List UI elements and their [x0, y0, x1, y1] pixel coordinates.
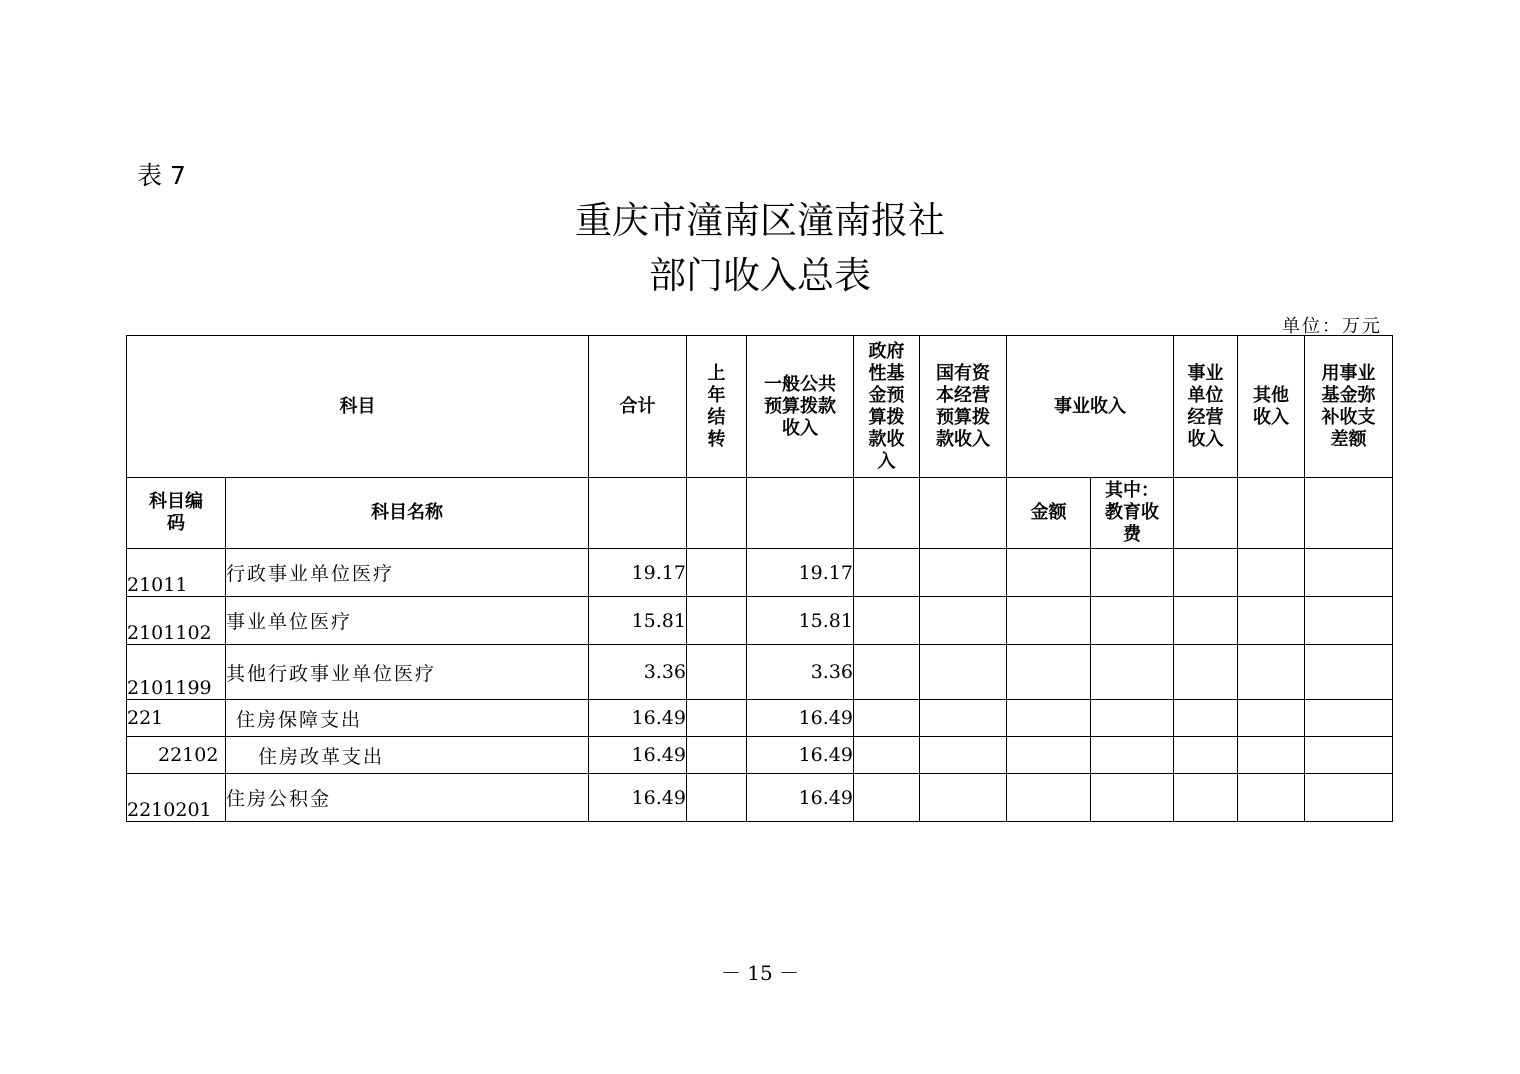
- empty-cell: [1305, 645, 1393, 700]
- empty-cell: [687, 737, 747, 774]
- row-total: 16.49: [589, 700, 687, 737]
- empty-cell: [1007, 597, 1091, 645]
- empty-cell: [1007, 645, 1091, 700]
- empty-cell: [920, 774, 1007, 822]
- empty-cell: [1007, 737, 1091, 774]
- row-total: 3.36: [589, 645, 687, 700]
- empty-cell: [854, 737, 920, 774]
- row-general: 15.81: [747, 597, 854, 645]
- header-operating-income: [1174, 336, 1238, 478]
- header-general-budget: [747, 336, 854, 478]
- header-row-1: [127, 336, 1393, 478]
- empty-cell: [1007, 700, 1091, 737]
- header-empty-state-capital: [920, 478, 1007, 549]
- table-row: [127, 700, 1393, 737]
- row-name: 事业单位医疗: [226, 597, 589, 645]
- header-business-income: 事业收入: [1007, 336, 1174, 478]
- row-code: 2101199: [127, 645, 226, 700]
- row-total: 15.81: [589, 597, 687, 645]
- header-amount: 金额: [1007, 478, 1091, 549]
- row-total: 16.49: [589, 774, 687, 822]
- empty-cell: [1305, 737, 1393, 774]
- empty-cell: [687, 774, 747, 822]
- empty-cell: [1091, 700, 1174, 737]
- header-row-2: [127, 478, 1393, 549]
- header-state-capital: [920, 336, 1007, 478]
- row-general: 16.49: [747, 737, 854, 774]
- empty-cell: [920, 597, 1007, 645]
- header-education-fee-text: 其中：教育收费: [1105, 480, 1159, 545]
- empty-cell: [1091, 549, 1174, 597]
- header-fund-balance: [1305, 336, 1393, 478]
- empty-cell: [1174, 645, 1238, 700]
- empty-cell: [1305, 700, 1393, 737]
- empty-cell: [1007, 549, 1091, 597]
- header-subject: 科目: [127, 336, 589, 478]
- row-general: 19.17: [747, 549, 854, 597]
- empty-cell: [854, 597, 920, 645]
- empty-cell: [920, 549, 1007, 597]
- unit-label: 单位：万元: [1282, 316, 1382, 337]
- row-general: 3.36: [747, 645, 854, 700]
- row-total: 19.17: [589, 549, 687, 597]
- row-name: 住房保障支出: [226, 700, 589, 737]
- header-gov-fund-text: 政府性基金预算拨款收入: [868, 340, 905, 472]
- empty-cell: [854, 645, 920, 700]
- table-row: [127, 737, 1393, 774]
- row-name: 住房公积金: [226, 774, 589, 822]
- empty-cell: [854, 700, 920, 737]
- header-education-fee: [1091, 478, 1174, 549]
- empty-cell: [1305, 597, 1393, 645]
- empty-cell: [1174, 549, 1238, 597]
- table-row: [127, 597, 1393, 645]
- empty-cell: [1091, 645, 1174, 700]
- row-general: 16.49: [747, 774, 854, 822]
- header-carryover-text: 上年结转: [707, 362, 726, 450]
- empty-cell: [1238, 549, 1305, 597]
- header-empty-fund: [1305, 478, 1393, 549]
- header-subject-code-text: 科目编码: [149, 491, 203, 534]
- empty-cell: [687, 700, 747, 737]
- row-name: 住房改革支出: [226, 737, 589, 774]
- empty-cell: [1174, 774, 1238, 822]
- header-gov-fund: [854, 336, 920, 478]
- row-code: 22102: [127, 737, 226, 774]
- empty-cell: [1238, 700, 1305, 737]
- header-other-income: [1238, 336, 1305, 478]
- header-empty-gov-fund: [854, 478, 920, 549]
- empty-cell: [1305, 774, 1393, 822]
- empty-cell: [1238, 737, 1305, 774]
- header-general-budget-text: 一般公共预算拨款收入: [764, 373, 836, 439]
- header-empty-carryover: [687, 478, 747, 549]
- row-name: 行政事业单位医疗: [226, 549, 589, 597]
- header-fund-balance-text: 用事业基金弥补收支差额: [1321, 362, 1376, 450]
- row-total: 16.49: [589, 737, 687, 774]
- empty-cell: [1174, 597, 1238, 645]
- empty-cell: [687, 597, 747, 645]
- empty-cell: [1091, 737, 1174, 774]
- empty-cell: [687, 645, 747, 700]
- row-code: 2210201: [127, 774, 226, 822]
- table-row: [127, 774, 1393, 822]
- empty-cell: [1091, 597, 1174, 645]
- page-subtitle: 部门收入总表: [649, 254, 871, 297]
- header-state-capital-text: 国有资本经营预算拨款收入: [936, 362, 990, 450]
- row-code: 21011: [127, 549, 226, 597]
- table-label: 表 7: [137, 161, 186, 190]
- header-other-income-text: 其他收入: [1252, 384, 1289, 428]
- header-subject-code: [127, 478, 226, 549]
- empty-cell: [1174, 737, 1238, 774]
- table-row: [127, 645, 1393, 700]
- empty-cell: [854, 774, 920, 822]
- empty-cell: [1007, 774, 1091, 822]
- header-operating-income-text: 事业单位经营收入: [1187, 362, 1224, 450]
- empty-cell: [1238, 645, 1305, 700]
- header-empty-total: [589, 478, 687, 549]
- row-code: 221: [127, 700, 226, 737]
- empty-cell: [920, 700, 1007, 737]
- header-empty-operating: [1174, 478, 1238, 549]
- header-empty-other: [1238, 478, 1305, 549]
- row-general: 16.49: [747, 700, 854, 737]
- page-number: － 15 －: [720, 961, 800, 985]
- header-subject-name: 科目名称: [226, 478, 589, 549]
- empty-cell: [854, 549, 920, 597]
- income-table: [126, 335, 1393, 822]
- empty-cell: [1091, 774, 1174, 822]
- page-title: 重庆市潼南区潼南报社: [575, 199, 945, 242]
- empty-cell: [687, 549, 747, 597]
- row-name: 其他行政事业单位医疗: [226, 645, 589, 700]
- empty-cell: [1238, 774, 1305, 822]
- empty-cell: [1238, 597, 1305, 645]
- header-total: 合计: [589, 336, 687, 478]
- table-row: [127, 549, 1393, 597]
- empty-cell: [1174, 700, 1238, 737]
- empty-cell: [1305, 549, 1393, 597]
- empty-cell: [920, 737, 1007, 774]
- header-empty-general: [747, 478, 854, 549]
- empty-cell: [920, 645, 1007, 700]
- header-carryover: [687, 336, 747, 478]
- row-code: 2101102: [127, 597, 226, 645]
